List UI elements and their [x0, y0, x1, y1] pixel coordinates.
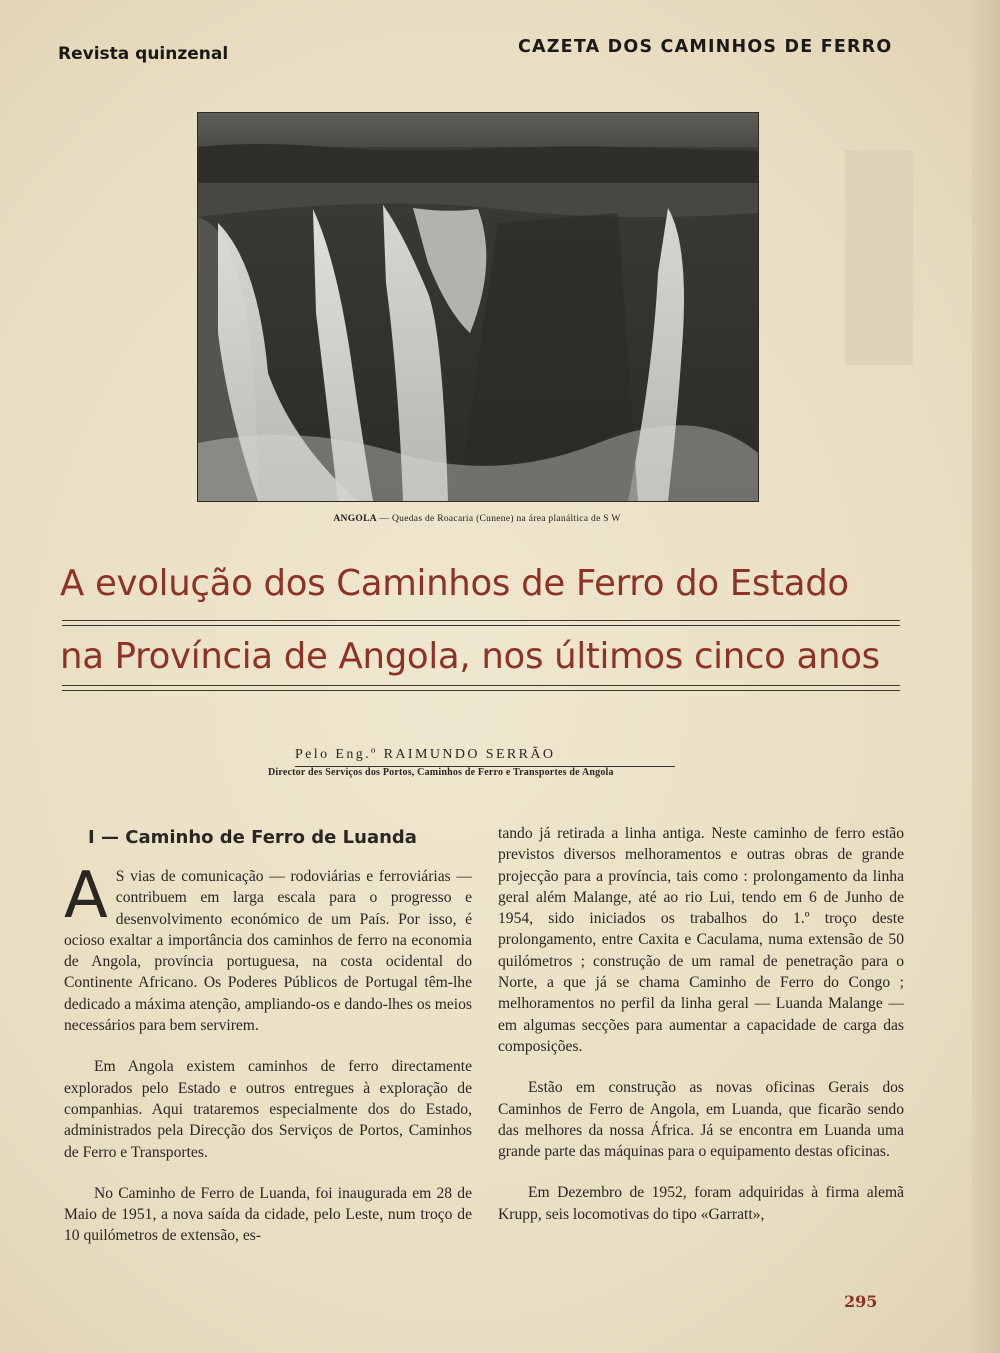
title-rule [62, 685, 900, 686]
title-rule [62, 690, 900, 691]
photo-caption [197, 514, 757, 524]
paragraph: Em Dezembro de 1952, foram adquiridas à firma alemã Krupp, seis locomotivas do tipo «Garratt», [498, 1184, 904, 1223]
caption-text: — Quedas de Roacaria (Cunene) na área planáltica de S W [376, 514, 621, 524]
facing-page-edge [972, 0, 1000, 1353]
paragraph-text: S vias de comunicação — rodoviárias e ferroviárias — contribuem em larga escala para o progresso e desenvolvimento económico de um País. Por isso, é ocioso exaltar a importância dos caminhos de ferro na economia de Angola, província portuguesa, na costa ocidental do Continente Africano. Os Poderes Públicos de Portugal têm-lhe dedicado a máxima atenção, ampliando-os e dando-lhes os meios necessários para bem servirem. [64, 868, 472, 1035]
paragraph: Estão em construção as novas oficinas Gerais dos Caminhos de Ferro de Angola, em Luanda, que ficarão sendo das melhores da nossa África. Já se encontra em Luanda uma grande parte das máquinas para o equipamento destas oficinas. [498, 1079, 904, 1161]
header-publication-title: CAZETA DOS CAMINHOS DE FERRO [518, 37, 893, 57]
paragraph: Em Angola existem caminhos de ferro directamente explorados pelo Estado e outros entregues à exploração de companhias. Aqui trataremos especialmente dos do Estado, administrados pela Direcção dos Serviços de Portos, Caminhos de Ferro e Transportes. [64, 1058, 472, 1161]
waterfall-photo [197, 112, 759, 502]
show-through-image [845, 150, 913, 365]
section-heading: I — Caminho de Ferro de Luanda [88, 827, 417, 848]
title-rule [62, 620, 900, 621]
article-title-line-2: na Província de Angola, nos últimos cinco anos [60, 636, 880, 677]
title-rule [62, 625, 900, 626]
author-byline: Pelo Eng.º RAIMUNDO SERRÃO [295, 747, 556, 762]
paragraph: tando já retirada a linha antiga. Neste caminho de ferro estão previstos diversos melhoramentos e outras obras de grande projecção para a província, tais como : prolongamento da linha geral além Malange, até ao rio Lui, tendo em 6 de Junho de 1954, sido iniciados os trabalhos do 1.º troço deste prolongamento, entre Caxita e Caculama, numa extensão de 50 quilómetros ; construção de um ramal de penetração para o Norte, a que já se chama Caminho de Ferro do Congo ; melhoramentos no perfil da linha geral — Luanda Malange — em algumas secções para aumentar a capacidade de carga das composições. [498, 825, 904, 1055]
author-position: Director des Serviços dos Portos, Caminhos de Ferro e Transportes de Angola [268, 767, 614, 778]
paragraph [64, 859, 472, 1036]
drop-cap: A [64, 859, 108, 933]
caption-place: ANGOLA [333, 514, 377, 524]
paragraph: No Caminho de Ferro de Luanda, foi inaugurada em 28 de Maio de 1951, a nova saída da cidade, pelo Leste, num troço de 10 quilómetros de extensão, es- [64, 1184, 472, 1245]
right-column [498, 823, 904, 1225]
left-column [64, 859, 472, 1247]
page-number: 295 [844, 1292, 878, 1311]
header-periodicity: Revista quinzenal [58, 44, 229, 64]
article-title-line-1: A evolução dos Caminhos de Ferro do Estado [60, 563, 849, 604]
